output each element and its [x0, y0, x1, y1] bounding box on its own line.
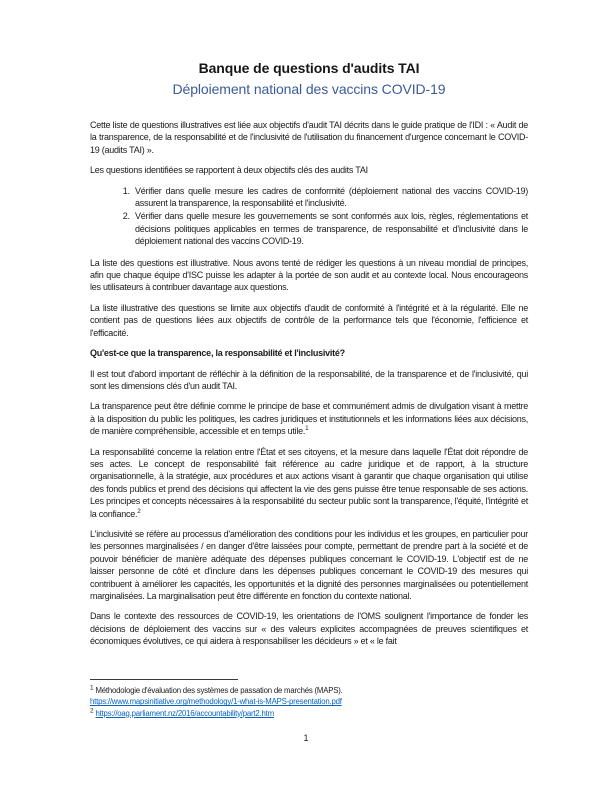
paragraph-transparence	[90, 400, 528, 437]
paragraph-lead-in: Les questions identifiées se rapportent à deux objectifs clés des audits TAI	[90, 165, 368, 176]
document-title: Banque de questions d'audits TAI	[198, 60, 420, 76]
footnote-2-marker: 2	[90, 707, 94, 714]
paragraph-responsabilite-text: La responsabilité concerne la relation entre l'État et ses citoyens, et la mesure dans laquelle l'État doit répondre de ses actes. Le concept de responsabilité fait référence au cadre juridique et de rapport, à la structure organisationnelle, à la stratégie, aux procédures et aux actions visant à garantir que chaque organisation qui utilise des fonds publics et prend des décisions qui affectent la vie des gens puisse être tenue responsable de ses actions. Les principes et concepts nécessaires à la responsabilité du secteur public sont la transparence, l'équité, l'intégrité et la confiance.	[90, 446, 528, 519]
section-heading-question: Qu'est-ce que la transparence, la responsabilité et l'inclusivité?	[90, 348, 345, 359]
footnote-1-text: Méthodologie d'évaluation des systèmes de passation de marchés (MAPS).	[95, 686, 343, 695]
paragraph-limits: La liste illustrative des questions se limite aux objectifs d'audit de conformité à l'intégrité et à la régularité. Elle ne contient pas de questions liées aux objectifs de contrôle de la performance tels que l'économie, l'efficience et l'efficacité.	[90, 302, 528, 338]
footnote-2-link[interactable]: https://oag.parliament.nz/2016/accountability/part2.htm	[95, 708, 274, 718]
paragraph-contexte: Dans le contexte des ressources de COVID-19, les orientations de l'OMS soulignent l'importance de fonder les décisions de déploiement des vaccins sur « des valeurs explicites accompagnées de preuves scientifiques et économiques évolutives, ce qui aidera à responsabiliser les décideurs » et « le fait	[90, 611, 528, 647]
footnote-1-marker: 1	[90, 684, 94, 692]
objective-item-2: 2. Vérifier dans quelle mesure les gouvernements se sont conformés aux lois, règles, réglementations et décisions politiques applicables en termes de transparence, de responsabilité et d'inclusivité dans le déploiement national des vaccins COVID-19.	[132, 210, 528, 247]
footnote-1	[90, 685, 528, 708]
paragraph-responsabilite	[90, 446, 528, 520]
document-body	[90, 119, 528, 648]
footnote-ref-1: 1	[305, 425, 309, 433]
footnote-ref-2: 2	[137, 507, 141, 515]
paragraph-illustrative: La liste des questions est illustrative. Nous avons tenté de rédiger les questions à un niveau mondial de principes, afin que chaque équipe d'ISC puisse les adapter à la portée de son audit et au contexte local. Nous encourageons les utilisateurs à contribuer davantage aux questions.	[90, 257, 528, 293]
objectives-list	[90, 185, 528, 248]
footnotes-section	[90, 679, 528, 719]
footnote-1-link[interactable]: https://www.mapsinitiative.org/methodology/1-what-is-MAPS-presentation.pdf	[90, 697, 342, 707]
footnote-separator	[90, 679, 238, 680]
paragraph-intro: Cette liste de questions illustratives est liée aux objectifs d'audit TAI décrits dans le guide pratique de l'IDI : « Audit de la transparence, de la responsabilité et de l'inclusivité de l'utilisation du financement d'urgence concernant le COVID-19 (audits TAI) ».	[90, 120, 528, 155]
paragraph-definition-intro: Il est tout d'abord important de réfléchir à la définition de la responsabilité, de la transparence et de l'inclusivité, qui sont les dimensions clés d'un audit TAI.	[90, 368, 528, 391]
paragraph-inclusivite: L'inclusivité se réfère au processus d'amélioration des conditions pour les individus et les groupes, en particulier pour les personnes marginalisées / en danger d'être laissées pour compte, permettant de prendre part à la société et de pouvoir bénéficier de manière adéquate des dépenses publiques concernant le COVID-19. L'objectif est de ne laisser personne de côté et d'inclure dans les dépenses publiques concernant le COVID-19 des mesures qui contribuent à améliorer les capacités, les opportunités et la dignité des personnes marginalisées ou potentiellement marginalisées. La marginalisation peut être différente en fonction du contexte national.	[90, 528, 528, 601]
document-content	[90, 60, 528, 656]
document-subtitle: Déploiement national des vaccins COVID-19	[172, 81, 446, 97]
objective-item-1: 1. Vérifier dans quelle mesure les cadres de conformité (déploiement national des vaccins COVID-19) assurent la transparence, la responsabilité et l'inclusivité.	[132, 185, 528, 210]
paragraph-transparence-text: La transparence peut être définie comme le principe de base et communément admis de divulgation visant à mettre à la disposition du public les politiques, les cadres juridiques et institutionnels et les informations liées aux décisions, de manière compréhensible, accessible et en temps utile.	[90, 401, 528, 437]
page-number: 1	[303, 733, 309, 743]
footnote-2	[90, 708, 528, 719]
